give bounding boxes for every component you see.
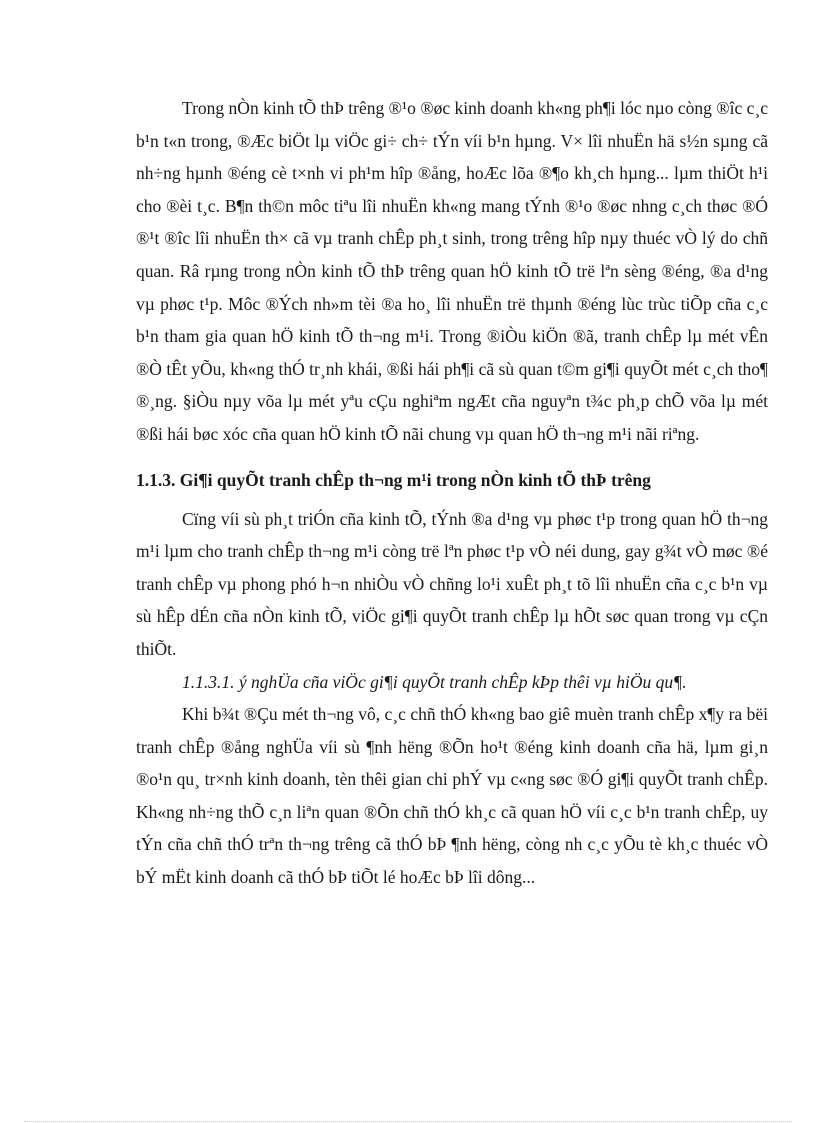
intro-paragraph: Trong nÒn kinh tÕ thÞ trêng ®¹o ®øc kinh doanh kh«ng ph¶i lóc nµo còng ®îc c¸c b¹n t«n trong, ®Æc biÖt lµ viÖc gi÷ ch÷ tÝn víi b¹n hµng. V× lîi nhuËn hä s½n sµng cã nh÷ng hµnh ®éng cè t×nh vi ph¹m hîp ®ång, hoÆc lõa ®¶o kh¸ch hµng... lµm thiÖt h¹i cho ®èi t¸c. B¶n th©n môc tiªu lîi nhuËn kh«ng mang tÝnh ®¹o ®øc nhng c¸ch thøc ®Ó ®¹t ®îc lîi nhuËn th× cã vµ tranh chÊp ph¸t sinh, trong trêng hîp nµy thuéc vÒ lý do chñ quan. Râ rµng trong nÒn kinh tÕ thÞ trêng quan hÖ kinh tÕ trë lªn sèng ®éng, ®a d¹ng vµ phøc t¹p. Môc ®Ých nh»m tèi ®a ho¸ lîi nhuËn trë thµnh ®éng lùc trùc tiÕp cña c¸c b¹n tham gia quan hÖ kinh tÕ th¬ng m¹i. Trong ®iÒu kiÖn ®ã, tranh chÊp lµ mét vÊn ®Ò tÊt yÕu, kh«ng thÓ tr¸nh khái, ®ßi hái ph¶i cã sù quan t©m gi¶i quyÕt mét c¸ch tho¶ ®¸ng. §iÒu nµy võa lµ mét yªu cÇu nghiªm ngÆt cña nguyªn t¾c ph¸p chÕ võa lµ mét ®ßi hái bøc xóc cña quan hÖ kinh tÕ nãi chung vµ quan hÖ th¬ng m¹i nãi riªng. bbox=[136, 98, 768, 444]
page-bottom-divider bbox=[24, 1121, 792, 1122]
section-heading: 1.1.3. Gi¶i quyÕt tranh chÊp th¬ng m¹i trong nÒn kinh tÕ thÞ trêng bbox=[136, 469, 651, 490]
final-paragraph: Khi b¾t ®Çu mét th¬ng vô, c¸c chñ thÓ kh«ng bao giê muèn tranh chÊp x¶y ra bëi tranh chÊp ®ång nghÜa víi sù ¶nh hëng ®Õn ho¹t ®éng kinh doanh cña hä, lµm gi¸n ®o¹n qu¸ tr×nh kinh doanh, tèn thêi gian chi phÝ vµ c«ng søc ®Ó gi¶i quyÕt tranh chÊp. Kh«ng nh÷ng thÕ c¸n liªn quan ®Õn chñ thÓ kh¸c cã quan hÖ víi c¸c b¹n tranh chÊp, uy tÝn cña chñ thÓ trªn th¬ng trêng cã thÓ bÞ ¶nh hëng, còng nh c¸c yÕu tè kh¸c thuéc vÒ bÝ mËt kinh doanh cã thÓ bÞ tiÕt lé hoÆc bÞ lîi dông... bbox=[136, 704, 768, 888]
body-paragraph: Cïng víi sù ph¸t triÓn cña kinh tÕ, tÝnh ®a d¹ng vµ phøc t¹p trong quan hÖ th¬ng m¹i lµm cho tranh chÊp th¬ng m¹i còng trë lªn phøc t¹p vÒ néi dung, gay g¾t vÒ møc ®é tranh chÊp vµ phong phó h¬n nhiÒu vÒ chñng lo¹i xuÊt ph¸t tõ lîi nhuËn cña c¸c b¹n vµ sù hÊp dÉn cña nÒn kinh tÕ, viÖc gi¶i quyÕt tranh chÊp lµ hÕt søc quan trong vµ cÇn thiÕt. bbox=[136, 508, 768, 659]
document-body bbox=[136, 92, 768, 894]
subsection-heading: 1.1.3.1. ý nghÜa cña viÖc gi¶i quyÕt tranh chÊp kÞp thêi vµ hiÖu qu¶. bbox=[182, 671, 687, 692]
